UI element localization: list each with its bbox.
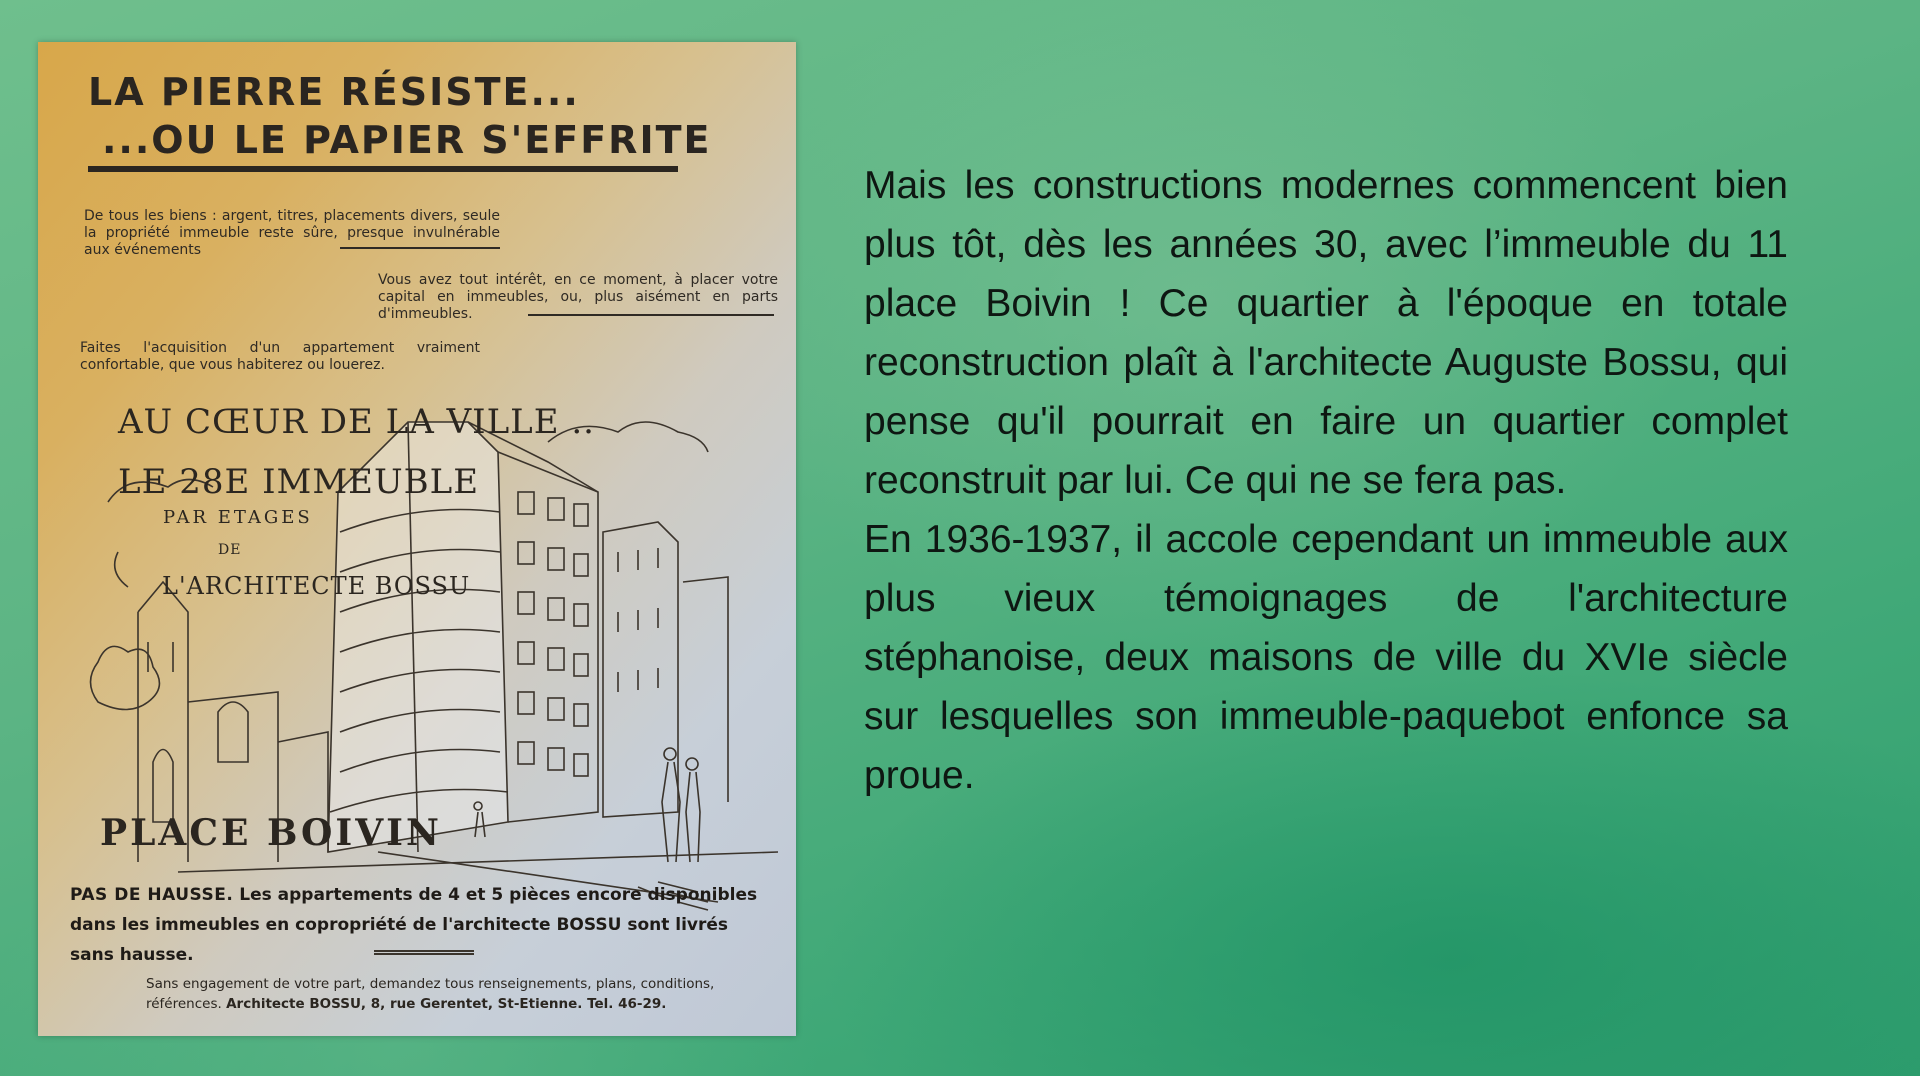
poster-par-etages: PAR ETAGES	[163, 507, 313, 528]
poster-footer-address: Architecte BOSSU, 8, rue Gerentet, St-Etienne. Tel. 46-29.	[226, 996, 667, 1012]
poster-title-line1: LA PIERRE RÉSISTE...	[88, 70, 580, 114]
poster-title-line2: ...OU LE PAPIER S'EFFRITE	[102, 118, 712, 162]
divider-line	[528, 314, 774, 316]
poster-de: DE	[218, 542, 242, 558]
poster-place-boivin: PLACE BOIVIN	[100, 812, 442, 854]
poster-architecte-bossu: L'ARCHITECTE BOSSU	[162, 572, 471, 600]
vintage-poster	[38, 42, 796, 1036]
poster-paragraph-3: Faites l'acquisition d'un appartement vraiment confortable, que vous habiterez ou louerez.	[80, 340, 480, 373]
poster-footer	[146, 974, 746, 1014]
poster-28e-immeuble: LE 28E IMMEUBLE	[118, 462, 480, 502]
poster-pas-de-hausse-text: Les appartements de 4 et 5 pièces encore disponibles dans les immeubles en copropriété de l'architecte BOSSU sont livrés sans hausse.	[70, 885, 758, 965]
title-underline	[88, 166, 678, 172]
poster-coeur-ville: AU CŒUR DE LA VILLE ..	[118, 402, 595, 442]
poster-separator	[374, 950, 474, 955]
description-text	[864, 156, 1788, 805]
poster-paragraph-1: De tous les biens : argent, titres, placements divers, seule la propriété immeuble reste sûre, presque invulnérable aux événements	[84, 208, 500, 258]
poster-paragraph-2: Vous avez tout intérêt, en ce moment, à placer votre capital en immeubles, ou, plus aisément en parts d'immeubles.	[378, 272, 778, 322]
poster-title	[88, 68, 711, 164]
poster-pas-de-hausse	[70, 880, 774, 970]
description-paragraph-2: En 1936-1937, il accole cependant un immeuble aux plus vieux témoignages de l'architecture stéphanoise, deux maisons de ville du XVIe siècle sur lesquelles son immeuble-paquebot enfonce sa proue.	[864, 518, 1788, 797]
description-paragraph-1: Mais les constructions modernes commencent bien plus tôt, dès les années 30, avec l’immeuble du 11 place Boivin ! Ce quartier à l'époque en totale reconstruction plaît à l'architecte Auguste Bossu, qui pense qu'il pourrait en faire un quartier complet reconstruit par lui. Ce qui ne se fera pas.	[864, 164, 1788, 502]
divider-line	[340, 247, 500, 249]
poster-pas-de-hausse-lead: PAS DE HAUSSE.	[70, 885, 234, 905]
poster-footer-text: Sans engagement de votre part, demandez tous renseignements, plans, conditions, références.	[146, 976, 715, 1012]
